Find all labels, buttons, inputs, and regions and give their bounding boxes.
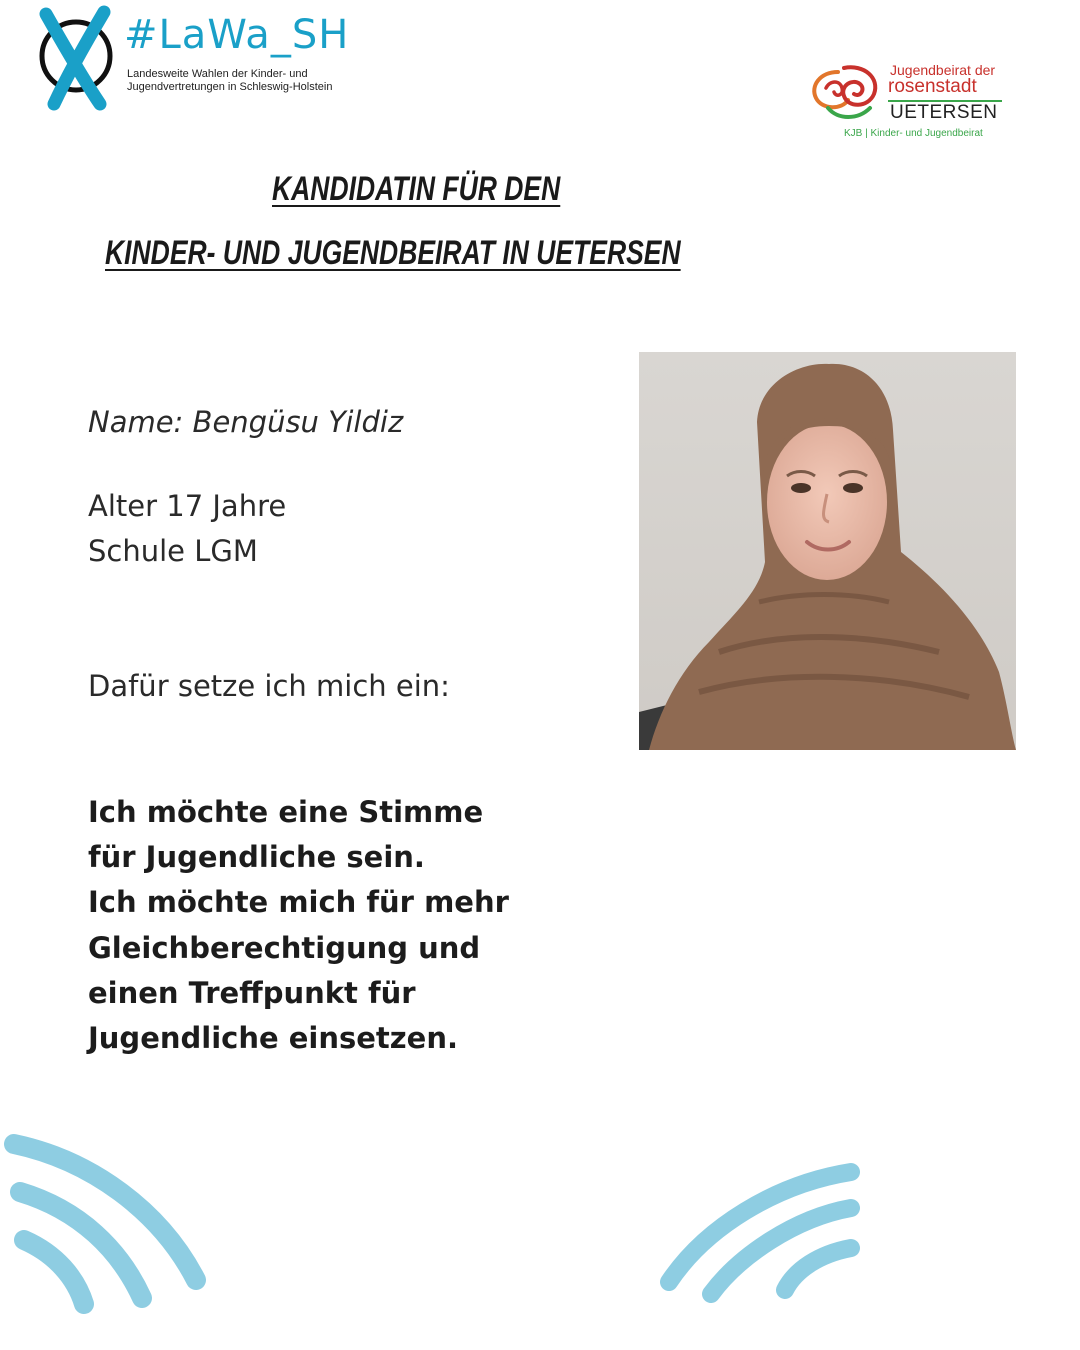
heading-line2: KINDER- UND JUGENDBEIRAT IN UETERSEN bbox=[105, 234, 681, 272]
statement-line: Gleichberechtigung und bbox=[88, 930, 481, 965]
decorative-wave-right bbox=[655, 1158, 875, 1308]
lawa-subtitle bbox=[127, 68, 357, 94]
heading-line1: KANDIDATIN FÜR DEN bbox=[272, 170, 561, 208]
candidate-age: Alter 17 Jahre bbox=[88, 489, 287, 523]
lawa-sh-logo bbox=[38, 4, 358, 114]
candidate-school: Schule LGM bbox=[88, 534, 258, 568]
commitment-label: Dafür setze ich mich ein: bbox=[88, 669, 450, 703]
portrait-illustration bbox=[639, 352, 1016, 750]
statement-line: Ich möchte mich für mehr bbox=[88, 885, 509, 920]
rose-icon bbox=[808, 62, 886, 124]
decorative-wave-left bbox=[0, 1130, 220, 1320]
jugendbeirat-line3: UETERSEN bbox=[890, 102, 998, 123]
statement-line: einen Treffpunkt für bbox=[88, 975, 416, 1010]
ballot-x-icon bbox=[38, 4, 118, 114]
jugendbeirat-line2: rosenstadt bbox=[888, 76, 977, 97]
jugendbeirat-line4: KJB | Kinder- und Jugendbeirat bbox=[844, 128, 983, 139]
statement-line: für Jugendliche sein. bbox=[88, 840, 425, 875]
candidate-name: Name: Bengüsu Yildiz bbox=[88, 405, 404, 439]
statement-line: Ich möchte eine Stimme bbox=[88, 795, 484, 829]
candidate-photo bbox=[639, 352, 1016, 750]
lawa-subtitle-line: Landesweite Wahlen der Kinder- und bbox=[127, 68, 308, 80]
statement-line: Jugendliche einsetzen. bbox=[88, 1021, 459, 1056]
lawa-title: #LaWa_SH bbox=[124, 12, 350, 58]
candidate-statement bbox=[88, 790, 568, 1061]
jugendbeirat-logo bbox=[808, 58, 1018, 148]
lawa-subtitle-line: Jugendvertretungen in Schleswig-Holstein bbox=[127, 81, 333, 93]
jugendbeirat-line1: Jugendbeirat der bbox=[890, 62, 996, 78]
